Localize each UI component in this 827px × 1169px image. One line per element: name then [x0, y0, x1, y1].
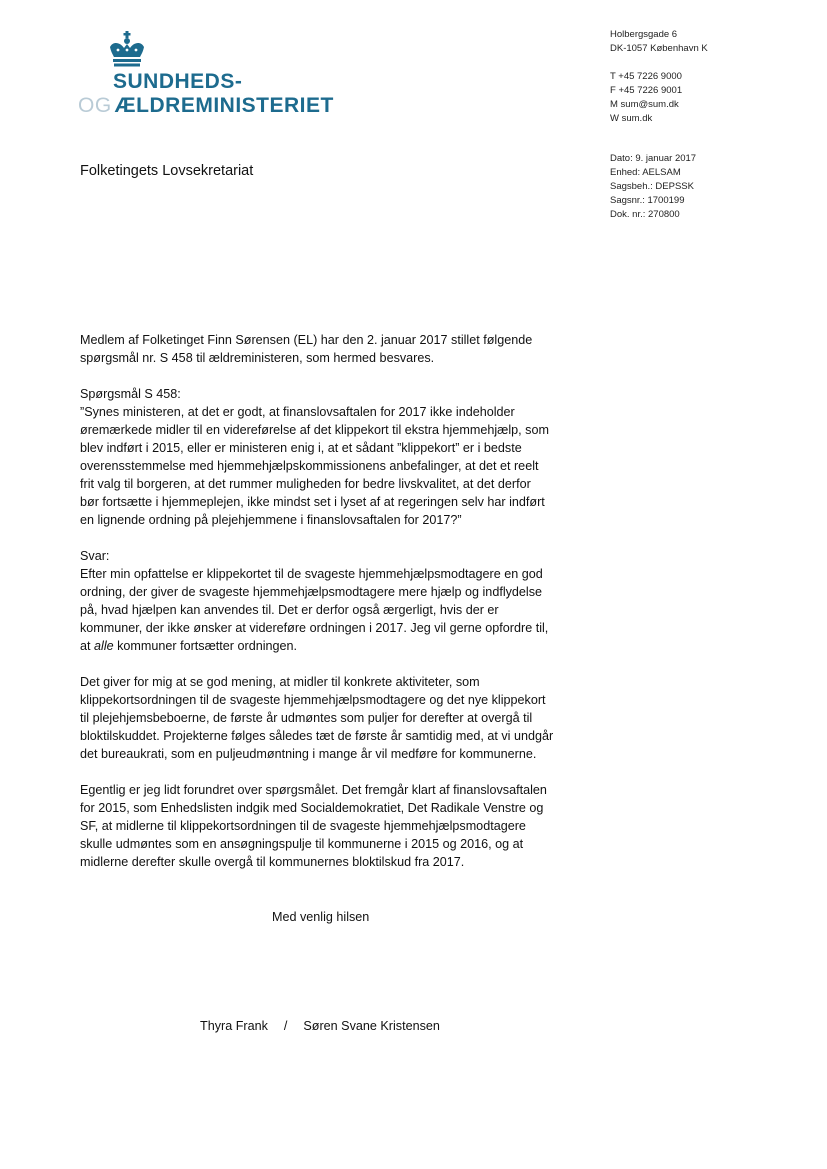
question-paragraph: [80, 385, 580, 529]
answer-heading: Svar:: [80, 549, 110, 563]
closing-greeting: Med venlig hilsen: [272, 910, 370, 924]
signatories: [200, 1019, 440, 1033]
answer-paragraph-1: [80, 547, 580, 655]
signatory-separator: /: [283, 1019, 288, 1033]
signatory-second: Søren Svane Kristensen: [303, 1019, 440, 1033]
answer-paragraph-2: [80, 673, 580, 763]
text-line: spørgsmål nr. S 458 til ældreministeren, som hermed besvares.: [80, 351, 435, 365]
text-line: Medlem af Folketinget Finn Sørensen (EL) har den 2. januar 2017 stillet følgende: [80, 333, 533, 347]
logo-text-top: SUNDHEDS-: [113, 70, 243, 93]
signatory-first: Thyra Frank: [200, 1019, 268, 1033]
address-street: Holbergsgade 6: [610, 29, 678, 40]
text-line: Det giver for mig at se god mening, at midler til konkrete aktiviteter, som: [80, 675, 480, 689]
address-block: [610, 28, 708, 126]
text-line: bloktilskuddet. Projekterne følges således tæt de første år samtidig med, at vi undgår: [80, 729, 554, 743]
letter-body: [80, 331, 580, 889]
meta-block: [610, 152, 696, 222]
meta-document-number: Dok. nr.: 270800: [610, 209, 680, 220]
text-line: midlerne derefter skulle overgå til kommunernes bloktilskud fra 2017.: [80, 855, 465, 869]
text-fragment: at: [80, 639, 95, 653]
address-web: W sum.dk: [610, 113, 653, 124]
text-line: frit valg til borgeren, at det rummer muligheden for bedre livskvalitet, at det derfor: [80, 477, 531, 491]
address-fax: F +45 7226 9001: [610, 85, 683, 96]
meta-case-number: Sagsnr.: 1700199: [610, 195, 685, 206]
recipient: Folketingets Lovsekretariat: [80, 163, 254, 179]
text-line: på, hvad hjælpen kan anvendes til. Det er derfor også ærgerligt, hvis der er: [80, 603, 499, 617]
emphasis-text: alle: [94, 639, 114, 653]
text-line: en lignende ordning på plejehjemmene i finanslovsaftalen for 2017?”: [80, 513, 462, 527]
logo-ministry: ÆLDREMINISTERIET: [114, 94, 334, 117]
meta-caseworker: Sagsbeh.: DEPSSK: [610, 181, 694, 192]
text-line: øremærkede midler til en videreførelse af det klippekort til ekstra hjemmehjælp, som: [80, 423, 549, 437]
meta-unit: Enhed: AELSAM: [610, 167, 681, 178]
text-line: bør fortsætte i hjemmeplejen, ikke mindst set i lyset af at regeringen selv har indført: [80, 495, 545, 509]
text-fragment: kommuner fortsætter ordningen.: [113, 639, 298, 653]
address-phone: T +45 7226 9000: [610, 71, 682, 82]
logo-og: OG: [78, 94, 112, 117]
text-line: ”Synes ministeren, at det er godt, at finanslovsaftalen for 2017 ikke indeholder: [80, 405, 515, 419]
meta-date: Dato: 9. januar 2017: [610, 153, 697, 164]
text-line: blev indført i 2015, eller er ministeren enig i, at et sådant ”klippekort” er i bedste: [80, 441, 522, 455]
question-heading: Spørgsmål S 458:: [80, 387, 181, 401]
text-line: Efter min opfattelse er klippekortet til de svageste hjemmehjælpsmodtagere en god: [80, 567, 543, 581]
text-line: ordning, der giver de svageste hjemmehjælpsmodtagere mere hjælp og indflydelse: [80, 585, 543, 599]
text-line: det bureaukrati, som en puljeudmøntning i mange år vil medføre for kommunerne.: [80, 747, 537, 761]
text-line: kommuner, der ikke ønsker at videreføre ordningen i 2017. Jeg vil gerne opfordre til,: [80, 621, 549, 635]
text-line: overensstemmelse med hjemmehjælpskommissionens anbefalinger, at det et reelt: [80, 459, 539, 473]
address-mail: M sum@sum.dk: [610, 99, 679, 110]
text-line: Egentlig er jeg lidt forundret over spørgsmålet. Det fremgår klart af finanslovsaftalen: [80, 783, 547, 797]
text-line: skulle udmøntes som en ansøgningspulje til kommunerne i 2015 og 2016, og at: [80, 837, 524, 851]
text-line: til plejehjemsbeboerne, de første år udmøntes som puljer for derefter at overgå til: [80, 711, 533, 725]
text-line: [80, 637, 580, 655]
intro-paragraph: [80, 331, 580, 367]
crown-icon: [107, 30, 147, 70]
logo-text-bottom: [78, 94, 334, 118]
text-line: SF, at midlerne til klippekortsordningen til de svageste hjemmehjælpsmodtagere: [80, 819, 526, 833]
answer-paragraph-3: [80, 781, 580, 871]
text-line: for 2015, som Enhedslisten indgik med Socialdemokratiet, Det Radikale Venstre og: [80, 801, 544, 815]
text-line: klippekortsordningen til de svageste hjemmehjælpsmodtagere og det nye klippekort: [80, 693, 546, 707]
address-city: DK-1057 København K: [610, 43, 708, 54]
